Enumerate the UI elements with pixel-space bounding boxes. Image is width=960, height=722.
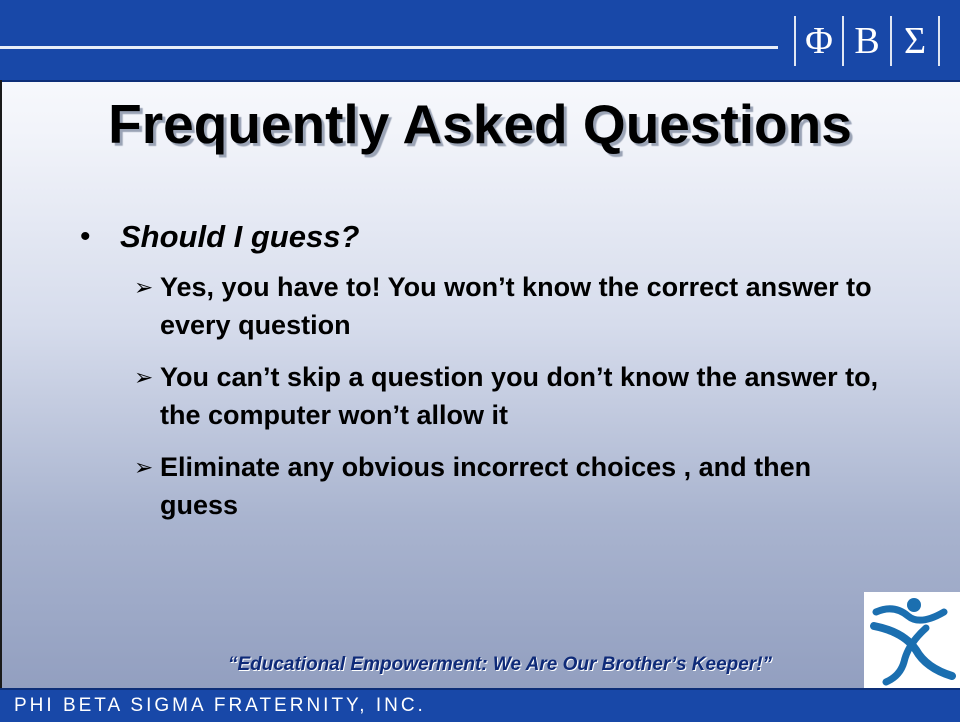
header-rule: [0, 46, 778, 49]
greek-divider: [794, 16, 796, 66]
bullet-item: [80, 218, 900, 256]
question-text: Should I guess?: [120, 219, 360, 254]
greek-letter-phi: Φ: [805, 20, 833, 62]
answer-text: Yes, you have to! You won’t know the correct answer to every question: [160, 272, 872, 340]
greek-divider: [938, 16, 940, 66]
arrow-bullet-icon: ➢: [134, 364, 154, 390]
slide-content: [80, 218, 900, 538]
greek-letter-beta: Β: [854, 20, 880, 62]
greek-divider: [842, 16, 844, 66]
bullet-dot-icon: •: [80, 220, 91, 253]
slide-left-border: [0, 80, 2, 688]
greek-letters: [790, 14, 944, 68]
answer-item: [134, 448, 900, 524]
footer-bar: [0, 688, 960, 722]
arrow-bullet-icon: ➢: [134, 454, 154, 480]
answer-item: [134, 268, 900, 344]
org-name: PHI BETA SIGMA FRATERNITY, INC.: [14, 695, 426, 716]
header-bar: [0, 0, 960, 82]
answer-list: [80, 268, 900, 524]
arrow-bullet-icon: ➢: [134, 274, 154, 300]
footer-quote: “Educational Empowerment: We Are Our Brother’s Keeper!”: [227, 654, 773, 675]
greek-divider: [890, 16, 892, 66]
answer-text: You can’t skip a question you don’t know the answer to, the computer won’t allow it: [160, 362, 879, 430]
answer-text: Eliminate any obvious incorrect choices , and then guess: [160, 452, 812, 520]
slide-title: Frequently Asked Questions: [108, 93, 852, 155]
greek-letter-sigma: Σ: [903, 20, 927, 62]
answer-item: [134, 358, 900, 434]
